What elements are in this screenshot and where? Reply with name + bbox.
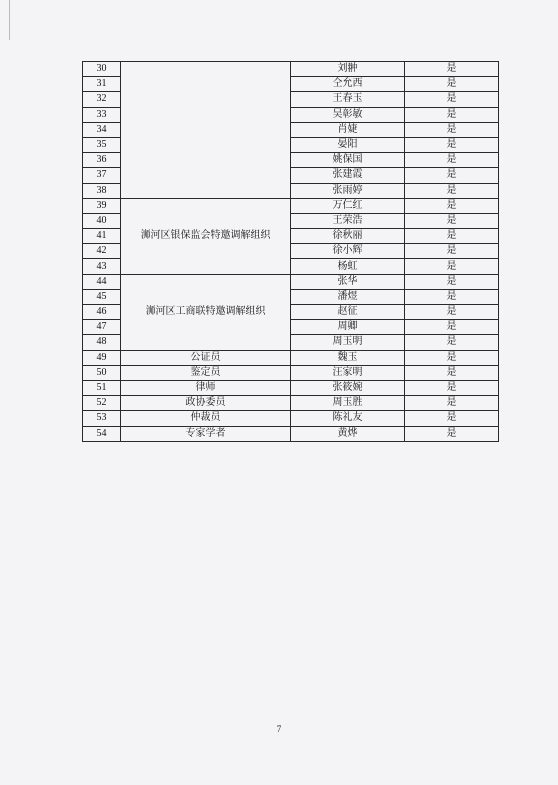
row-number: 36 (83, 153, 121, 168)
status-cell: 是 (405, 396, 499, 411)
status-cell: 是 (405, 365, 499, 380)
status-cell: 是 (405, 183, 499, 198)
organization-cell: 律师 (121, 380, 291, 395)
mediator-name: 晏阳 (291, 137, 405, 152)
organization-cell: 政协委员 (121, 396, 291, 411)
row-number: 52 (83, 396, 121, 411)
mediator-name: 肖婕 (291, 122, 405, 137)
page-number: 7 (276, 724, 282, 734)
row-number: 48 (83, 335, 121, 350)
status-cell: 是 (405, 244, 499, 259)
organization-cell: 公证员 (121, 350, 291, 365)
status-cell: 是 (405, 153, 499, 168)
status-cell: 是 (405, 411, 499, 426)
row-number: 42 (83, 244, 121, 259)
row-number: 32 (83, 92, 121, 107)
status-cell: 是 (405, 137, 499, 152)
row-number: 51 (83, 380, 121, 395)
row-number: 54 (83, 426, 121, 441)
row-number: 50 (83, 365, 121, 380)
organization-cell: 浉河区银保监会特邀调解组织 (121, 198, 291, 274)
mediator-name: 杨虹 (291, 259, 405, 274)
status-cell: 是 (405, 107, 499, 122)
row-number: 40 (83, 213, 121, 228)
mediator-name: 潘煜 (291, 289, 405, 304)
status-cell: 是 (405, 122, 499, 137)
organization-cell: 浉河区工商联特邀调解组织 (121, 274, 291, 350)
organization-cell: 仲裁员 (121, 411, 291, 426)
table-row (83, 350, 499, 365)
row-number: 33 (83, 107, 121, 122)
mediator-name: 王荣浩 (291, 213, 405, 228)
status-cell: 是 (405, 62, 499, 77)
mediator-name: 周卿 (291, 320, 405, 335)
organization-cell: 专家学者 (121, 426, 291, 441)
scan-edge-line (9, 0, 10, 40)
mediator-name: 姚保国 (291, 153, 405, 168)
mediator-name: 张华 (291, 274, 405, 289)
status-cell: 是 (405, 380, 499, 395)
mediator-name: 徐秋丽 (291, 229, 405, 244)
status-cell: 是 (405, 320, 499, 335)
status-cell: 是 (405, 77, 499, 92)
organization-cell (121, 62, 291, 199)
row-number: 31 (83, 77, 121, 92)
mediator-name: 张筱婉 (291, 380, 405, 395)
row-number: 30 (83, 62, 121, 77)
status-cell: 是 (405, 229, 499, 244)
table-row (83, 198, 499, 213)
status-cell: 是 (405, 305, 499, 320)
row-number: 47 (83, 320, 121, 335)
mediator-name: 王春玉 (291, 92, 405, 107)
mediator-name: 赵征 (291, 305, 405, 320)
table-row (83, 396, 499, 411)
organization-cell: 鉴定员 (121, 365, 291, 380)
table-row (83, 426, 499, 441)
status-cell: 是 (405, 350, 499, 365)
table-row (83, 380, 499, 395)
mediator-name: 仝允西 (291, 77, 405, 92)
table-row (83, 411, 499, 426)
row-number: 38 (83, 183, 121, 198)
row-number: 39 (83, 198, 121, 213)
mediator-name: 黄烨 (291, 426, 405, 441)
row-number: 45 (83, 289, 121, 304)
mediator-name: 吴彰敏 (291, 107, 405, 122)
mediator-roster-table (82, 61, 499, 442)
row-number: 53 (83, 411, 121, 426)
status-cell: 是 (405, 198, 499, 213)
mediator-name: 陈礼友 (291, 411, 405, 426)
status-cell: 是 (405, 274, 499, 289)
table-row (83, 274, 499, 289)
row-number: 49 (83, 350, 121, 365)
row-number: 41 (83, 229, 121, 244)
row-number: 43 (83, 259, 121, 274)
status-cell: 是 (405, 213, 499, 228)
mediator-name: 魏玉 (291, 350, 405, 365)
mediator-name: 刘翀 (291, 62, 405, 77)
row-number: 46 (83, 305, 121, 320)
status-cell: 是 (405, 168, 499, 183)
mediator-name: 张雨婷 (291, 183, 405, 198)
mediator-name: 张建霞 (291, 168, 405, 183)
row-number: 44 (83, 274, 121, 289)
status-cell: 是 (405, 92, 499, 107)
mediator-name: 周玉胜 (291, 396, 405, 411)
row-number: 34 (83, 122, 121, 137)
status-cell: 是 (405, 335, 499, 350)
row-number: 37 (83, 168, 121, 183)
mediator-name: 徐小辉 (291, 244, 405, 259)
mediator-name: 万仁红 (291, 198, 405, 213)
status-cell: 是 (405, 426, 499, 441)
table-row (83, 62, 499, 77)
table-row (83, 365, 499, 380)
row-number: 35 (83, 137, 121, 152)
status-cell: 是 (405, 259, 499, 274)
mediator-name: 周玉明 (291, 335, 405, 350)
mediator-name: 汪家明 (291, 365, 405, 380)
status-cell: 是 (405, 289, 499, 304)
